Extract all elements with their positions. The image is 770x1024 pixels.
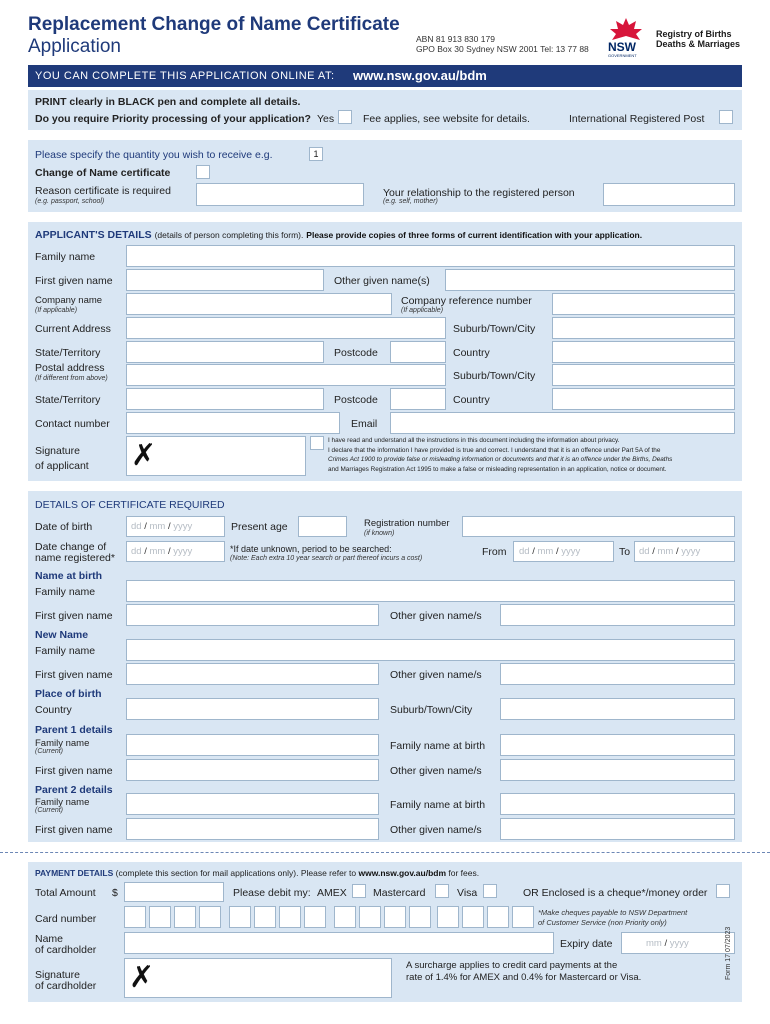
company-ref-label: Company reference number	[401, 295, 532, 307]
total-input[interactable]	[124, 882, 224, 902]
date-change-label-1: Date change of	[35, 541, 107, 553]
birth-family-input[interactable]	[126, 580, 735, 602]
new-family-label: Family name	[35, 645, 96, 657]
cert-quantity-box[interactable]	[196, 165, 210, 179]
unknown-note: *If date unknown, period to be searched:	[230, 544, 392, 554]
card-digit[interactable]	[334, 906, 356, 928]
parent1-heading: Parent 1 details	[35, 724, 113, 736]
priority-yes-label: Yes	[317, 113, 335, 125]
card-number-label: Card number	[35, 913, 97, 925]
cardholder-signature-box[interactable]	[124, 958, 392, 998]
cardholder-sig-label-2: of cardholder	[35, 980, 97, 992]
priority-question: Do you require Priority processing of your application?	[35, 113, 311, 125]
state-label: State/Territory	[35, 347, 101, 359]
card-digit[interactable]	[254, 906, 276, 928]
current-address-label: Current Address	[35, 323, 111, 335]
parent1-family-birth-label: Family name at birth	[390, 740, 486, 752]
cardholder-sign-mark: ✗	[129, 960, 155, 995]
banner-url[interactable]: www.nsw.gov.au/bdm	[353, 68, 487, 83]
intl-post-checkbox[interactable]	[719, 110, 733, 124]
applicant-first-input[interactable]	[126, 269, 324, 291]
registry-name-1: Registry of Births	[656, 29, 732, 39]
reg-number-label: Registration number	[364, 518, 450, 529]
cardholder-sig-label-1: Signature	[35, 969, 80, 981]
relationship-hint: (e.g. self, mother)	[383, 198, 438, 205]
cheque-note	[538, 908, 687, 928]
applicant-other-label: Other given name(s)	[334, 275, 430, 287]
cardholder-name-label-1: Name	[35, 933, 64, 945]
visa-checkbox[interactable]	[483, 884, 497, 898]
quantity-example-box: 1	[309, 147, 323, 161]
card-number-boxes	[124, 906, 534, 928]
birth-country-label: Country	[35, 704, 72, 716]
cardholder-name-input[interactable]	[124, 932, 554, 954]
card-digit[interactable]	[199, 906, 221, 928]
parent2-heading: Parent 2 details	[35, 784, 113, 796]
payment-heading-note: (complete this section for mail applications only). Please refer to	[115, 868, 357, 878]
email-input[interactable]	[390, 412, 735, 434]
nsw-logo	[606, 16, 646, 56]
declaration-text	[328, 436, 738, 474]
birth-first-input[interactable]	[126, 604, 379, 626]
fee-note: Fee applies, see website for details.	[363, 113, 530, 125]
company-label: Company name	[35, 295, 103, 306]
contact-label: Contact number	[35, 418, 110, 430]
mastercard-checkbox[interactable]	[435, 884, 449, 898]
new-other-input[interactable]	[500, 663, 735, 685]
address-text: GPO Box 30 Sydney NSW 2001 Tel: 13 77 88	[416, 44, 589, 54]
applicant-heading-bold: Please provide copies of three forms of current identification with your application.	[306, 230, 643, 240]
email-label: Email	[351, 418, 378, 430]
parent1-other-input[interactable]	[500, 759, 735, 781]
birth-suburb-input[interactable]	[500, 698, 735, 720]
parent1-other-label: Other given name/s	[390, 765, 482, 777]
to-label: To	[619, 546, 631, 558]
expiry-label: Expiry date	[560, 938, 613, 950]
card-digit[interactable]	[487, 906, 509, 928]
parent2-other-input[interactable]	[500, 818, 735, 840]
date-change-placeholder: dd / mm / yyyy	[131, 546, 193, 557]
from-date-placeholder: dd / mm / yyyy	[519, 546, 581, 557]
new-name-heading: New Name	[35, 629, 89, 641]
relationship-input[interactable]	[603, 183, 735, 206]
waratah-icon	[606, 16, 646, 42]
from-label: From	[482, 546, 507, 558]
form-code: Form 17 07/2023	[725, 926, 732, 980]
current-address-input[interactable]	[126, 317, 446, 339]
card-digit[interactable]	[229, 906, 251, 928]
state-input[interactable]	[126, 341, 324, 363]
payment-for-fees: for fees.	[448, 868, 480, 878]
applicant-other-input[interactable]	[445, 269, 735, 291]
parent2-other-label: Other given name/s	[390, 824, 482, 836]
parent2-family-input[interactable]	[126, 793, 379, 815]
company-hint: (If applicable)	[35, 307, 78, 314]
cheque-label: OR Enclosed is a cheque*/money order	[523, 887, 708, 899]
postal-address-hint: (If different from above)	[35, 375, 108, 382]
card-digit[interactable]	[437, 906, 459, 928]
parent2-first-input[interactable]	[126, 818, 379, 840]
company-ref-hint: (If applicable)	[401, 307, 444, 314]
cert-type-label: Change of Name certificate	[35, 167, 171, 179]
current-suburb-label: Suburb/Town/City	[453, 323, 536, 335]
present-age-input[interactable]	[298, 516, 347, 537]
online-banner	[28, 65, 742, 87]
banner-prefix: YOU CAN COMPLETE THIS APPLICATION ONLINE AT:	[35, 70, 335, 82]
surcharge-note	[406, 960, 641, 984]
card-digit[interactable]	[384, 906, 406, 928]
parent1-first-label: First given name	[35, 765, 113, 777]
postal-suburb-input[interactable]	[552, 364, 735, 386]
declaration-line-1: I have read and understand all the instructions in this document including the information about privacy.	[328, 437, 620, 444]
declaration-line-4: and Marriages Registration Act 1995 to make a false or misleading representation in an application, notice or document.	[328, 465, 667, 473]
postal-suburb-label: Suburb/Town/City	[453, 370, 536, 382]
payment-url[interactable]: www.nsw.gov.au/bdm	[358, 868, 447, 878]
card-digit[interactable]	[149, 906, 171, 928]
form-title: Replacement Change of Name Certificate	[28, 14, 400, 35]
mastercard-label: Mastercard	[373, 887, 426, 899]
applicant-family-input[interactable]	[126, 245, 735, 267]
parent1-family-birth-input[interactable]	[500, 734, 735, 756]
card-digit[interactable]	[279, 906, 301, 928]
new-family-input[interactable]	[126, 639, 735, 661]
place-of-birth-heading: Place of birth	[35, 688, 102, 700]
surcharge-line-2: rate of 1.4% for AMEX and 0.4% for Mastercard or Visa.	[406, 972, 642, 983]
amex-checkbox[interactable]	[352, 884, 366, 898]
payment-heading	[35, 868, 479, 878]
birth-suburb-label: Suburb/Town/City	[390, 704, 473, 716]
parent2-family-birth-input[interactable]	[500, 793, 735, 815]
debit-label: Please debit my:	[233, 887, 311, 899]
company-input[interactable]	[126, 293, 392, 315]
certificate-heading: DETAILS OF CERTIFICATE REQUIRED	[35, 499, 225, 511]
date-change-label-2: name registered*	[35, 552, 115, 564]
cheque-note-line-1: *Make cheques payable to NSW Department	[538, 908, 688, 917]
form-subtitle: Application	[28, 36, 121, 57]
quantity-prompt: Please specify the quantity you wish to receive e.g.	[35, 149, 273, 161]
postcode-input[interactable]	[390, 341, 446, 363]
registry-name-2: Deaths & Marriages	[656, 39, 741, 49]
total-label: Total Amount	[35, 887, 96, 899]
country-input[interactable]	[552, 341, 735, 363]
card-digit[interactable]	[359, 906, 381, 928]
parent2-family-label: Family name	[35, 797, 90, 808]
birth-other-label: Other given name/s	[390, 610, 482, 622]
birth-first-label: First given name	[35, 610, 113, 622]
cheque-checkbox[interactable]	[716, 884, 730, 898]
nsw-logo-text: NSW	[608, 40, 636, 54]
parent2-family-birth-label: Family name at birth	[390, 799, 486, 811]
postal-address-label: Postal address	[35, 362, 105, 374]
applicant-family-label: Family name	[35, 251, 96, 263]
parent1-family-input[interactable]	[126, 734, 379, 756]
birth-family-label: Family name	[35, 586, 96, 598]
dob-placeholder: dd / mm / yyyy	[131, 521, 193, 532]
print-note: PRINT clearly in BLACK pen and complete all details.	[35, 96, 301, 108]
cheque-note-line-2: of Customer Service (non Priority only)	[538, 918, 667, 927]
new-first-input[interactable]	[126, 663, 379, 685]
parent1-current-hint: (Current)	[35, 748, 64, 755]
priority-yes-checkbox[interactable]	[338, 110, 352, 124]
dob-label: Date of birth	[35, 521, 93, 533]
parent1-family-label: Family name	[35, 738, 90, 749]
sign-here-mark: ✗	[131, 438, 157, 473]
card-digit[interactable]	[512, 906, 534, 928]
signature-label-2: of applicant	[35, 460, 89, 472]
intl-post-label: International Registered Post	[569, 113, 705, 125]
birth-country-input[interactable]	[126, 698, 379, 720]
declaration-line-2: I declare that the information I have provided is true and correct. I understand that it is an offence under Part 5A of the	[328, 446, 661, 454]
birth-other-input[interactable]	[500, 604, 735, 626]
payment-heading-title: PAYMENT DETAILS	[35, 868, 114, 878]
contact-input[interactable]	[126, 412, 340, 434]
relationship-label: Your relationship to the registered person	[383, 187, 575, 199]
to-date-placeholder: dd / mm / yyyy	[639, 546, 701, 557]
name-at-birth-heading: Name at birth	[35, 570, 103, 582]
parent2-first-label: First given name	[35, 824, 113, 836]
card-digit[interactable]	[409, 906, 431, 928]
postcode-label: Postcode	[334, 347, 378, 359]
reason-hint: (e.g. passport, school)	[35, 198, 105, 205]
card-digit[interactable]	[124, 906, 146, 928]
abn-text: ABN 81 913 830 179	[416, 34, 495, 44]
applicant-first-label: First given name	[35, 275, 113, 287]
surcharge-line-1: A surcharge applies to credit card payments at the	[406, 960, 618, 971]
card-digit[interactable]	[174, 906, 196, 928]
new-other-label: Other given name/s	[390, 669, 482, 681]
reg-number-input[interactable]	[462, 516, 735, 537]
declaration-line-3: Crimes Act 1900 to provide false or misleading information or documents and that it is an offence under the Births, Deaths	[328, 456, 673, 463]
visa-label: Visa	[457, 887, 478, 899]
postal-postcode-label: Postcode	[334, 394, 378, 406]
unknown-note-2: (Note: Each extra 10 year search or part thereof incurs a cost)	[230, 555, 423, 562]
postal-address-input[interactable]	[126, 364, 446, 386]
applicant-heading-title: APPLICANT'S DETAILS	[35, 229, 152, 241]
cut-line	[0, 852, 770, 853]
cardholder-name-label-2: of cardholder	[35, 944, 97, 956]
new-first-label: First given name	[35, 669, 113, 681]
current-suburb-input[interactable]	[552, 317, 735, 339]
card-digit[interactable]	[304, 906, 326, 928]
nsw-logo-sub: GOVERNMENT	[608, 53, 637, 58]
reason-input[interactable]	[196, 183, 364, 206]
signature-label: Signature	[35, 445, 80, 457]
postal-country-label: Country	[453, 394, 490, 406]
applicant-heading-note: (details of person completing this form).	[154, 230, 304, 240]
expiry-placeholder: mm / yyyy	[646, 938, 689, 949]
parent2-current-hint: (Current)	[35, 807, 64, 814]
amex-label: AMEX	[317, 887, 347, 899]
reason-label: Reason certificate is required	[35, 185, 171, 197]
country-label: Country	[453, 347, 490, 359]
postal-state-label: State/Territory	[35, 394, 101, 406]
postal-postcode-input[interactable]	[390, 388, 446, 410]
company-ref-input[interactable]	[552, 293, 735, 315]
card-digit[interactable]	[462, 906, 484, 928]
declaration-checkbox[interactable]	[310, 436, 324, 450]
dollar-sign: $	[112, 887, 118, 899]
reg-number-hint: (if known)	[364, 530, 395, 537]
postal-state-input[interactable]	[126, 388, 324, 410]
parent1-first-input[interactable]	[126, 759, 379, 781]
applicant-heading	[35, 229, 642, 241]
postal-country-input[interactable]	[552, 388, 735, 410]
present-age-label: Present age	[231, 521, 288, 533]
